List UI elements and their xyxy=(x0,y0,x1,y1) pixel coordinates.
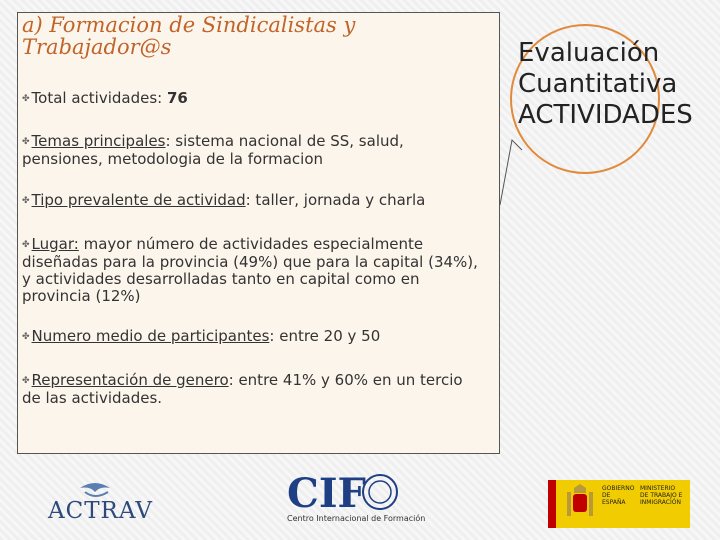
ilo-emblem-icon xyxy=(360,472,400,512)
bullet-label: Temas principales xyxy=(31,132,166,150)
main-title-line: Cuantitativa xyxy=(518,69,678,99)
bullet-label: Numero medio de participantes xyxy=(31,327,270,345)
bullet-value: 76 xyxy=(167,89,188,107)
bullet-icon: ✤ xyxy=(22,376,30,386)
actrav-logo-text: ACTRAV xyxy=(48,498,153,524)
coat-of-arms-icon xyxy=(565,484,595,524)
cif-logo-text: CIF xyxy=(287,470,366,517)
bullet-text: : entre 41% y 60% en un tercio de las actividades. xyxy=(22,371,463,407)
bullet-label: Representación de genero xyxy=(31,371,229,389)
bullet-icon: ✤ xyxy=(22,94,30,104)
bullet-label: Tipo prevalente de actividad xyxy=(31,191,246,209)
main-title-line: ACTIVIDADES xyxy=(518,100,693,130)
main-title xyxy=(518,38,718,131)
section-title: a) Formacion de Sindicalistas y Trabajador@s xyxy=(22,13,356,59)
bullet-icon: ✤ xyxy=(22,196,30,206)
government-name: GOBIERNO DE ESPAÑA xyxy=(602,485,635,506)
government-logo-strip xyxy=(548,480,556,528)
bullet-label: Lugar: xyxy=(31,235,79,253)
ministry-name: MINISTERIO DE TRABAJO E INMIGRACIÓN xyxy=(640,485,683,506)
bullet-text: mayor número de actividades especialmente diseñadas para la provincia (49%) que para la capital (34%), y actividades desarrolladas tanto en capital como en provincia (12%) xyxy=(22,235,478,305)
main-title-line: Evaluación xyxy=(518,38,660,68)
bullet-text: : taller, jornada y charla xyxy=(245,191,426,209)
cif-logo-subtitle: Centro Internacional de Formación xyxy=(287,514,426,523)
bullet-text: : entre 20 y 50 xyxy=(269,327,381,345)
bullet-label: Total actividades: xyxy=(31,89,163,107)
bullet-icon: ✤ xyxy=(22,137,30,147)
bullet-icon: ✤ xyxy=(22,332,30,342)
bullet-icon: ✤ xyxy=(22,240,30,250)
bullet-text: : sistema nacional de SS, salud, pensiones, metodologia de la formacion xyxy=(22,132,404,168)
